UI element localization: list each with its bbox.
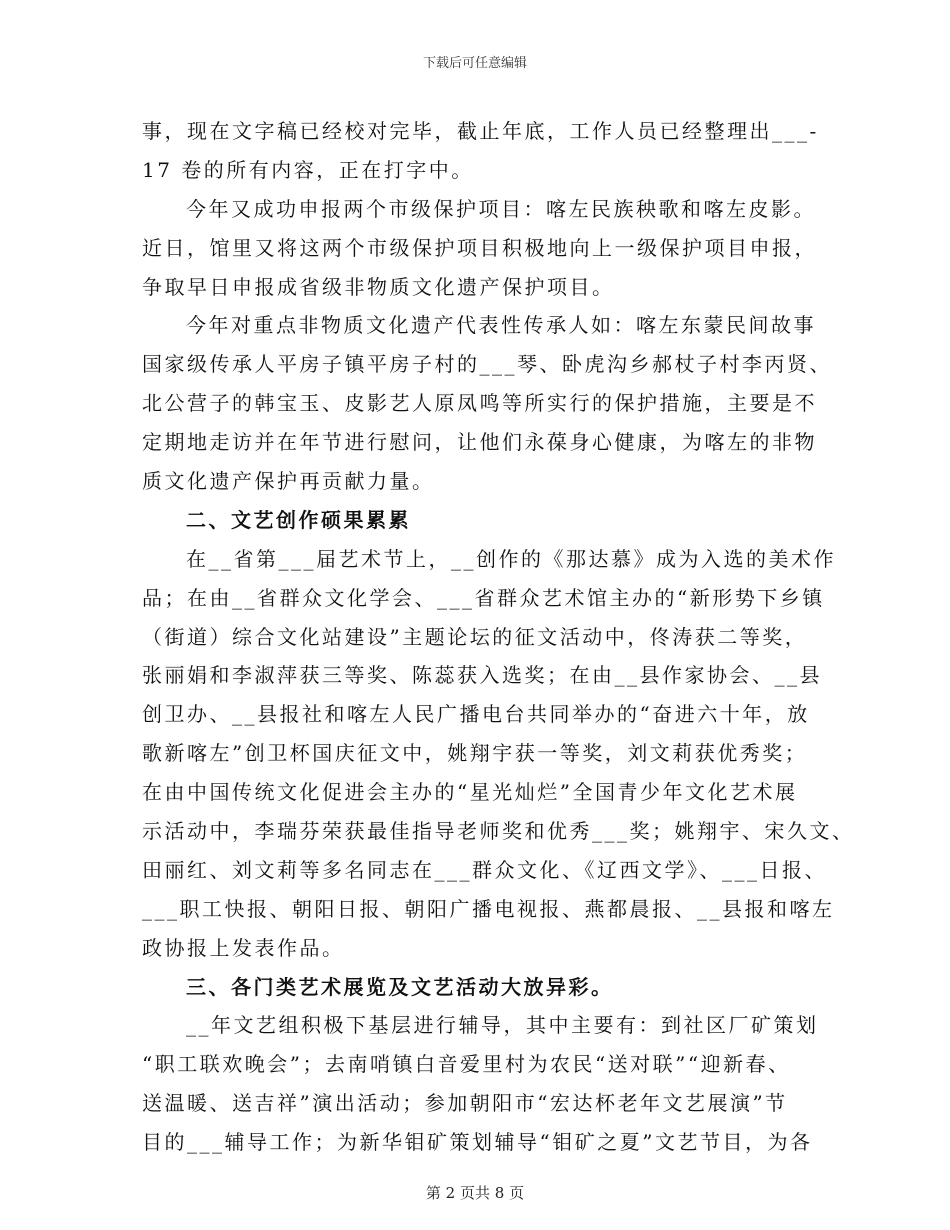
page-footer: 第 2 页共 8 页	[425, 1184, 525, 1202]
text-line: “职工联欢晚会”；去南哨镇白音爱里村为农民“送对联”“迎新春、	[142, 1052, 791, 1077]
text-line: 今年对重点非物质文化遗产代表性传承人如：喀左东蒙民间故事	[186, 313, 816, 338]
text-line: ___职工快报、朝阳日报、朝阳广播电视报、燕都晨报、__县报和喀左	[142, 896, 835, 921]
section-heading: 二、文艺创作硕果累累	[186, 507, 411, 532]
text-line: 品；在由__省群众文化学会、___省群众艺术馆主办的“新形势下乡镇	[142, 585, 825, 610]
document-body	[142, 112, 855, 1162]
text-line: 国家级传承人平房子镇平房子村的___琴、卧虎沟乡郝杖子村李丙贤、	[142, 352, 832, 377]
text-line: 歌新喀左”创卫杯国庆征文中，姚翔宇获一等奖，刘文莉获优秀奖；	[142, 741, 808, 766]
text-line: 创卫办、__县报社和喀左人民广播电台共同举办的“奋进六十年，放	[142, 702, 810, 727]
text-line: 在由中国传统文化促进会主办的“星光灿烂”全国青少年文化艺术展	[142, 780, 798, 805]
text-line: 质文化遗产保护再贡献力量。	[142, 469, 435, 494]
text-line: 17 卷的所有内容，正在打字中。	[142, 157, 474, 182]
text-line: 政协报上发表作品。	[142, 935, 345, 960]
text-line: 近日，馆里又将这两个市级保护项目积极地向上一级保护项目申报，	[142, 235, 817, 260]
section-heading: 三、各门类艺术展览及文艺活动大放异彩。	[186, 974, 614, 999]
text-line: （街道）综合文化站建设”主题论坛的征文活动中，佟涛获二等奖，	[142, 624, 808, 649]
text-line: 事，现在文字稿已经校对完毕，截止年底，工作人员已经整理出___-	[142, 119, 819, 143]
text-line: 争取早日申报成省级非物质文化遗产保护项目。	[142, 274, 615, 299]
text-line: 今年又成功申报两个市级保护项目：喀左民族秧歌和喀左皮影。	[186, 196, 816, 221]
page-header: 下载后可任意编辑	[422, 56, 527, 71]
text-line: 在__省第___届艺术节上，__创作的《那达慕》成为入选的美术作	[186, 546, 836, 571]
text-line: 北公营子的韩宝玉、皮影艺人原凤鸣等所实行的保护措施，主要是不	[142, 391, 817, 416]
text-line: 张丽娟和李淑萍获三等奖、陈蕊获入选奖；在由__县作家协会、__县	[142, 663, 822, 688]
text-line: __年文艺组积极下基层进行辅导，其中主要有：到社区厂矿策划	[186, 1013, 819, 1038]
text-line: 田丽红、刘文莉等多名同志在___群众文化、《辽西文学》、___日报、	[142, 857, 827, 882]
text-line: 目的___辅导工作；为新华钼矿策划辅导“钼矿之夏”文艺节目，为各	[142, 1130, 813, 1155]
text-line: 示活动中，李瑞芬荣获最佳指导老师奖和优秀___奖；姚翔宇、宋久文、	[142, 819, 855, 844]
text-line: 送温暖、送吉祥”演出活动；参加朝阳市“宏达杯老年文艺展演”节	[142, 1091, 788, 1116]
text-line: 定期地走访并在年节进行慰问，让他们永葆身心健康，为喀左的非物	[142, 430, 817, 455]
